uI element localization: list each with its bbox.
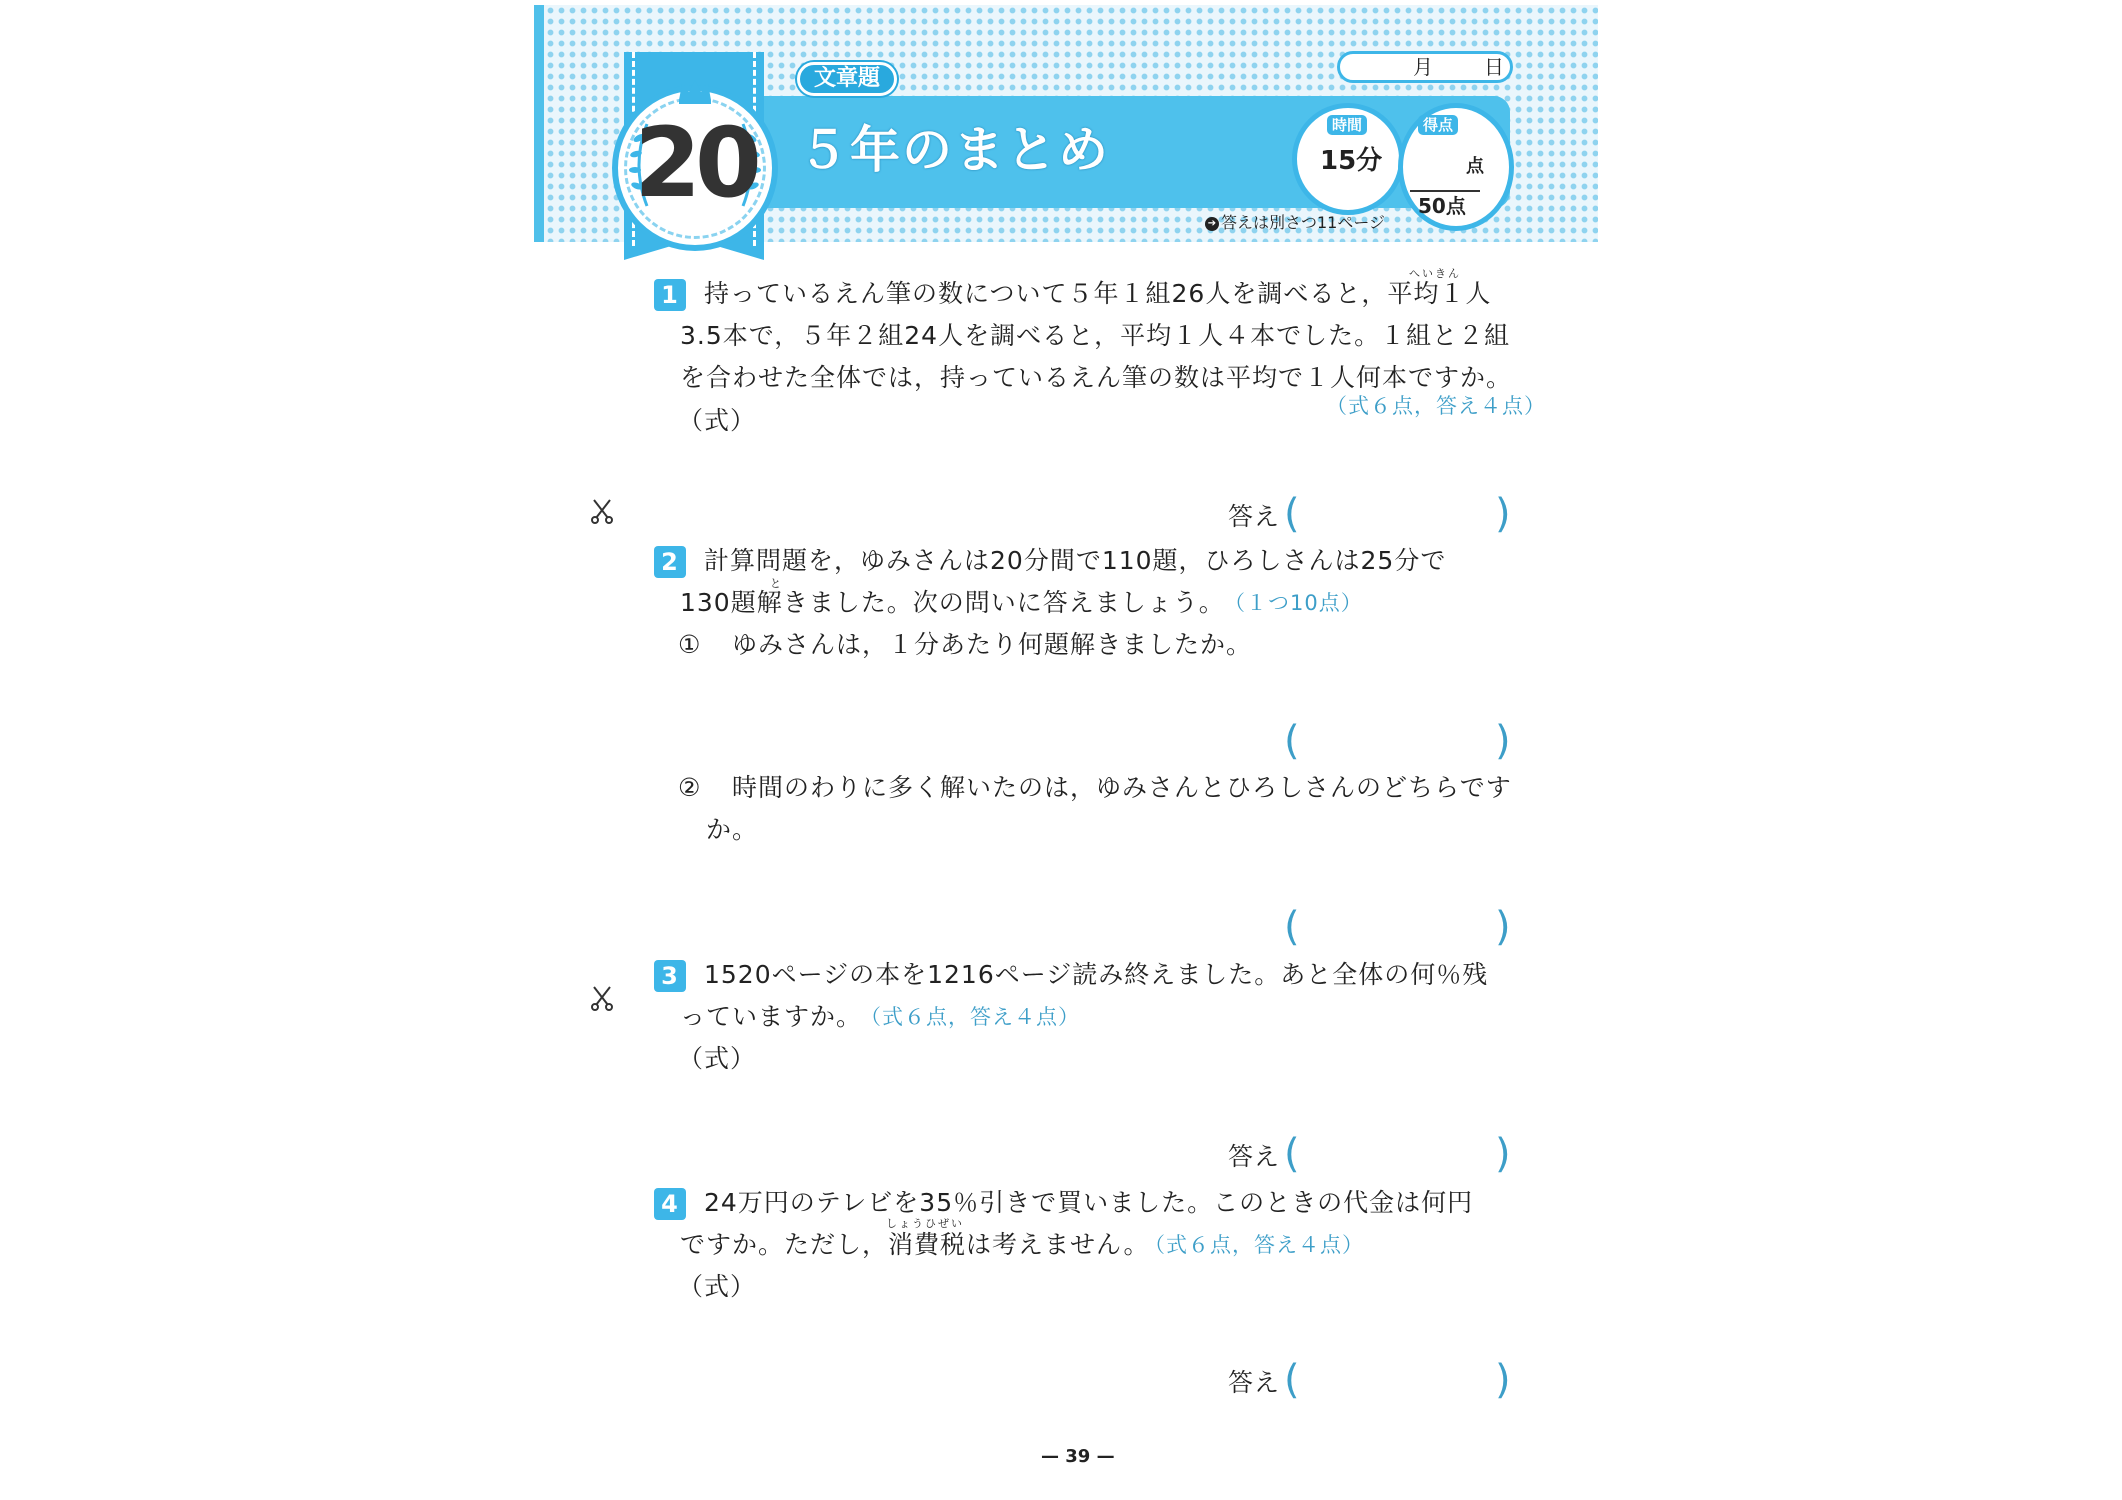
problem-3-formula-label: （式） [678,1044,757,1073]
problem-2-line-2: 130題解きました。次の問いに答えましょう。 [680,588,1225,617]
problem-4-answer-open[interactable]: ( [1284,1357,1301,1403]
arrow-circle-icon: ➔ [1205,217,1219,231]
problem-3-line-1: 1520ページの本を1216ページ読み終えました。あと全体の何％残 [704,960,1489,989]
sub-question-1-text: ゆみさんは，１分あたり何題解きましたか。 [732,630,1253,659]
score-divider [1410,190,1480,192]
problem-1-answer-open[interactable]: ( [1284,491,1301,537]
header-left-edge [534,5,544,242]
score-unit: 点 [1466,156,1484,177]
problem-1-answer-label: 答え [1228,502,1281,531]
crown-icon [677,78,713,104]
problem-1-answer-close: ) [1495,491,1512,537]
furigana-to: と [770,577,783,590]
time-label: 時間 [1327,115,1367,135]
problem-1-line-1: 持っているえん筆の数について５年１組26人を調べると，平均１人 [704,279,1492,308]
scissors-icon [590,498,614,524]
category-badge: 文章題 [797,62,897,96]
problem-4-formula-label: （式） [678,1272,757,1301]
sub-question-2-line-1: 時間のわりに多く解いたのは，ゆみさんとひろしさんのどちらです [732,773,1512,802]
scissors-icon [590,985,614,1011]
problem-2-points: （１つ10点） [1224,591,1363,615]
sub-question-2-answer-open[interactable]: ( [1284,904,1301,950]
problem-number-4: 4 [654,1188,686,1220]
sub-question-1-marker: ① [678,630,702,659]
answer-reference-text: 答えは別さつ11ページ [1221,213,1386,232]
problem-4-points: （式６点，答え４点） [1144,1233,1364,1257]
problem-4-line-1: 24万円のテレビを35％引きで買いました。このときの代金は何円 [704,1188,1474,1217]
sub-question-1-answer-close: ) [1495,718,1512,764]
score-total: 50点 [1418,194,1466,218]
problem-2-line-1: 計算問題を，ゆみさんは20分間で110題，ひろしさんは25分で [704,546,1447,575]
furigana-shouhizei: しょうひぜい [886,1217,964,1230]
problem-4-line-2: ですか。ただし，消費税は考えません。 [680,1230,1150,1259]
sub-question-1-answer-open[interactable]: ( [1284,718,1301,764]
problem-3-answer-close: ) [1495,1131,1512,1177]
furigana-heikin: へいきん [1409,267,1461,280]
problem-1-line-2: 3.5本で，５年２組24人を調べると，平均１人４本でした。１組と２組 [680,321,1511,350]
problem-1-formula-label: （式） [678,406,757,435]
problem-3-points: （式６点，答え４点） [860,1005,1080,1029]
date-day-label: 日 [1484,55,1504,79]
page-number: — 39 — [1041,1446,1115,1467]
unit-number: 20 [634,107,756,219]
time-value: 15分 [1320,146,1383,176]
problem-number-3: 3 [654,960,686,992]
sub-question-2-line-2: か。 [706,815,759,844]
problem-number-1: 1 [654,279,686,311]
problem-1-points: （式６点，答え４点） [1326,394,1546,418]
sub-question-2-answer-close: ) [1495,904,1512,950]
page-title: ５年のまとめ [798,121,1110,179]
answer-reference [1205,212,1385,234]
problem-3-answer-open[interactable]: ( [1284,1131,1301,1177]
problem-1-line-3: を合わせた全体では，持っているえん筆の数は平均で１人何本ですか。 [680,363,1513,392]
problem-3-line-2: っていますか。 [680,1002,863,1031]
date-month-label: 月 [1413,55,1433,79]
sub-question-2-marker: ② [678,773,702,802]
problem-3-answer-label: 答え [1228,1142,1281,1171]
problem-number-2: 2 [654,546,686,578]
score-label: 得点 [1418,115,1458,135]
problem-4-answer-close: ) [1495,1357,1512,1403]
problem-4-answer-label: 答え [1228,1368,1281,1397]
